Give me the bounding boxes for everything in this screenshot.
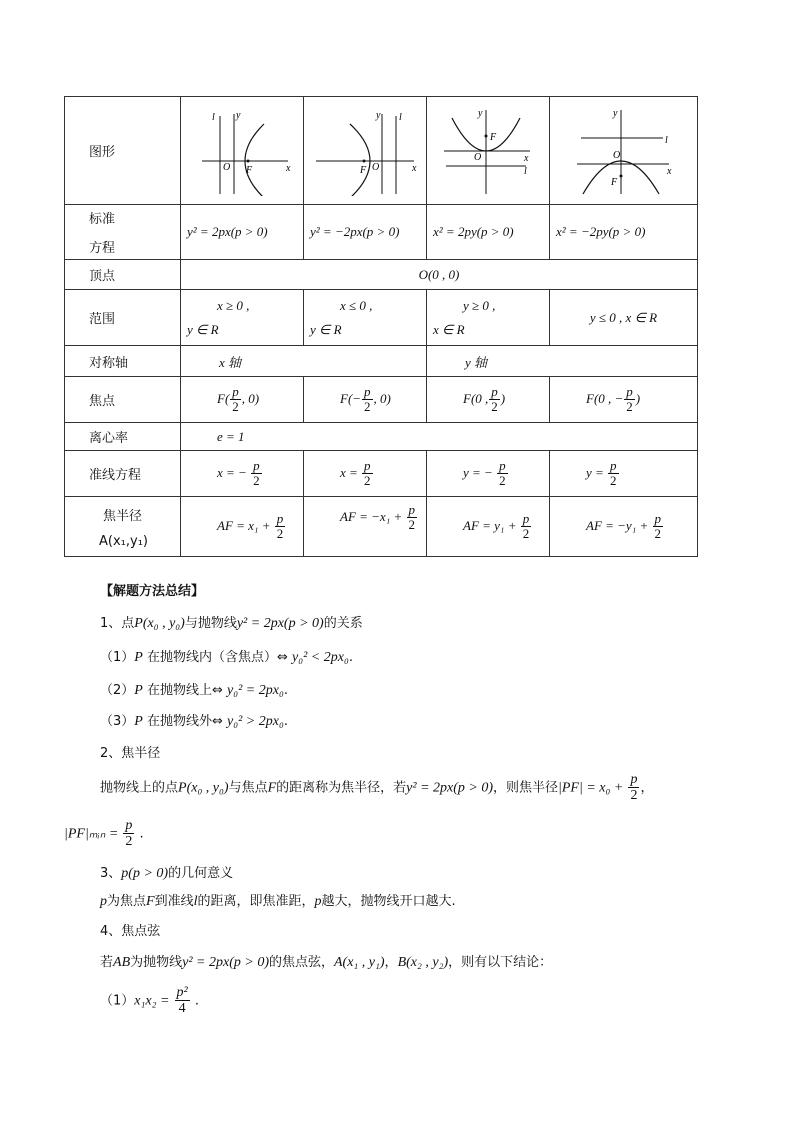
s1-i2-a: （2）: [100, 683, 135, 698]
section-2-min: [64, 818, 144, 850]
directrix-4-text: y =: [586, 464, 604, 480]
s1-title-m1: P(x₀ , y₀): [134, 616, 185, 631]
fraction: [175, 985, 190, 1017]
section-1-title: [100, 612, 363, 632]
range-4: y ≤ 0 , x ∈ R: [550, 290, 698, 346]
origin-label: O: [612, 149, 620, 161]
frac-num: p: [364, 457, 371, 473]
table-row-equation: [65, 205, 698, 260]
s1-i1-m2: y₀² < 2px₀: [292, 650, 349, 665]
directrix-label: l: [664, 134, 668, 146]
range-2-line2: y ∈ R: [310, 321, 342, 337]
label-axis: 对称轴: [65, 346, 181, 377]
graph-cell-3: [427, 97, 550, 205]
s2-d: ，则焦半径: [493, 780, 559, 796]
frac-den: 2: [125, 834, 133, 850]
table-row-focus: [65, 377, 698, 423]
fraction: [362, 385, 373, 415]
graph-down-opening: [569, 106, 679, 196]
frac-num: p: [253, 457, 260, 473]
focus-1-pre: F(: [217, 390, 230, 406]
s1-i2-m2: y₀² = 2px₀: [227, 683, 284, 698]
frac-den: 2: [654, 526, 661, 541]
s2-m4: |PF| = x₀ +: [558, 780, 624, 796]
frac-num: p: [491, 383, 498, 399]
focus-4-pre: F(0 , −: [586, 390, 624, 406]
fraction: [489, 385, 500, 415]
label-std-eq-line1: 标准: [89, 212, 116, 227]
s4-d: ，: [384, 955, 398, 970]
fraction: [362, 459, 373, 489]
focus-4: [550, 377, 698, 423]
s4-i1-a: （1）: [100, 993, 135, 1009]
range-3: [427, 290, 550, 346]
origin-label: O: [223, 161, 231, 173]
graph-cell-2: [304, 97, 427, 205]
origin-label: O: [474, 151, 482, 163]
focus-3: [427, 377, 550, 423]
fraction: [497, 459, 508, 489]
s4-m1: AB: [113, 955, 131, 970]
s4-m3: A(x₁ , y₁): [334, 955, 385, 970]
focus-1-post: , 0): [241, 390, 260, 406]
graph-cell-4: [550, 97, 698, 205]
fraction: [624, 385, 635, 415]
label-focus: 焦点: [65, 377, 181, 423]
s1-i1-m1: P: [134, 650, 143, 665]
directrix-2: [304, 451, 427, 497]
equation-4: x² = −2py(p > 0): [550, 205, 698, 260]
s4-c: 的焦点弦，: [268, 955, 334, 970]
section-3-title: [100, 862, 233, 882]
s1-i2-m1: P: [134, 683, 143, 698]
s3-a: 为焦点: [107, 894, 147, 909]
range-1-line1: x ≥ 0 ,: [217, 297, 250, 313]
range-1-line2: y ∈ R: [187, 321, 219, 337]
section-4-title: 4、焦点弦: [100, 924, 161, 939]
s2-m2: F: [267, 780, 277, 796]
frac-den: 2: [408, 517, 415, 533]
frac-num: p: [522, 510, 530, 526]
focal-radius-4: [550, 497, 698, 557]
section-1-item-2: [100, 679, 288, 699]
summary-heading: 【解题方法总结】: [100, 584, 205, 599]
fraction: [123, 818, 134, 850]
frac-den: 2: [630, 788, 638, 804]
focus-label: F: [610, 176, 617, 188]
eccentricity-value: e = 1: [181, 423, 698, 451]
s1-title-m2: y² = 2px(p > 0): [236, 616, 324, 631]
focus-label: F: [490, 131, 497, 143]
label-range: 范围: [65, 290, 181, 346]
s1-i3-m1: P: [134, 714, 143, 729]
s1-i3-b: 在抛物线外⇔: [146, 714, 223, 729]
section-1-item-3: [100, 710, 288, 730]
axis-y: y 轴: [427, 346, 698, 377]
s3-b: 到准线: [154, 894, 194, 909]
s1-i1-b: 在抛物线内（含焦点）⇔: [146, 650, 288, 665]
s4-m4: B(x₂ , y₂): [397, 955, 449, 970]
vertex-value: O(0 , 0): [181, 260, 698, 290]
focal-4-text: AF = −y₁ +: [586, 517, 649, 533]
s2-m3: y² = 2px(p > 0): [406, 780, 493, 796]
frac-num: p: [408, 502, 415, 517]
frac-num: p: [232, 383, 239, 399]
focus-3-pre: F(0 ,: [463, 390, 489, 406]
range-1: [181, 290, 304, 346]
s3-m2: F: [146, 894, 155, 909]
equation-2: y² = −2px(p > 0): [304, 205, 427, 260]
range-3-line2: x ∈ R: [433, 321, 465, 337]
frac-den: 2: [276, 526, 284, 541]
focal-radius-1: [181, 497, 304, 557]
label-focal-radius-line1: 焦半径: [103, 508, 143, 524]
fraction: [653, 512, 664, 542]
s3-m4: p: [314, 894, 322, 909]
focus-label: F: [360, 164, 367, 176]
axis-label-x: x: [412, 162, 417, 174]
focus-4-post: ): [635, 390, 641, 406]
directrix-1: [181, 451, 304, 497]
axis-label-x: x: [524, 152, 529, 164]
label-graph: 图形: [65, 97, 181, 205]
s2-m5: |PF|ₘᵢₙ =: [64, 826, 119, 842]
frac-den: 4: [178, 1001, 186, 1017]
frac-num: p: [626, 383, 633, 399]
fraction: [407, 503, 418, 533]
graph-cell-1: [181, 97, 304, 205]
section-1-item-1: [100, 646, 353, 666]
frac-num: p: [610, 457, 617, 473]
graph-up-opening: [438, 106, 538, 196]
period: .: [194, 993, 200, 1009]
frac-num: p: [630, 772, 638, 787]
frac-den: 2: [364, 399, 371, 414]
frac-den: 2: [491, 399, 498, 414]
s1-title-c: 的关系: [323, 616, 363, 631]
table-row-focal-radius: [65, 497, 698, 557]
directrix-label: l: [524, 165, 527, 177]
directrix-4: [550, 451, 698, 497]
s3-title-b: 的几何意义: [168, 866, 234, 881]
table-row-directrix: [65, 451, 698, 497]
s4-b: 为抛物线: [130, 955, 183, 970]
focus-1: [181, 377, 304, 423]
frac-num: p: [125, 818, 133, 833]
range-2-line1: x ≤ 0 ,: [340, 297, 373, 313]
label-directrix: 准线方程: [65, 451, 181, 497]
equation-1: y² = 2px(p > 0): [181, 205, 304, 260]
directrix-label: l: [399, 111, 402, 123]
s3-m3: l: [193, 894, 198, 909]
frac-num: p: [499, 457, 506, 473]
fraction: [275, 512, 286, 542]
s2-c: 的距离称为焦半径，若: [276, 780, 407, 796]
directrix-1-text: x = −: [217, 464, 247, 480]
focal-radius-3: [427, 497, 550, 557]
frac-num: p: [364, 383, 371, 399]
s2-b: 与焦点: [228, 780, 268, 796]
period: .: [139, 826, 144, 842]
directrix-2-text: x =: [340, 464, 358, 480]
s4-a: 若: [100, 955, 114, 970]
frac-den: 2: [232, 399, 239, 414]
parabola-properties-table: [64, 96, 698, 557]
graph-left-opening: [310, 106, 420, 196]
frac-den: 2: [522, 526, 530, 541]
s1-i3-m2: y₀² > 2px₀: [227, 714, 284, 729]
directrix-3-text: y = −: [463, 464, 493, 480]
focal-radius-2: [304, 497, 427, 557]
frac-num: p: [276, 510, 284, 526]
axis-x: x 轴: [181, 346, 427, 377]
fraction: [608, 459, 619, 489]
table-row-eccentricity: [65, 423, 698, 451]
fraction: [521, 512, 532, 542]
directrix-label: l: [212, 111, 215, 123]
focus-3-post: ): [500, 390, 506, 406]
s1-i1-a: （1）: [100, 650, 135, 665]
label-focal-radius: [65, 497, 181, 557]
fraction: [230, 385, 241, 415]
focal-3-text: AF = y₁ +: [463, 517, 517, 533]
table-row-vertex: [65, 260, 698, 290]
s4-i1-m: x₁x₂ =: [134, 993, 170, 1009]
label-eccentricity: 离心率: [65, 423, 181, 451]
s2-comma: ，: [640, 780, 654, 796]
focus-2-pre: F(−: [340, 390, 362, 406]
period: .: [283, 714, 288, 729]
table-row-graph: [65, 97, 698, 205]
period: .: [283, 683, 288, 698]
frac-den: 2: [364, 473, 371, 488]
s4-e: ，则有以下结论：: [448, 955, 553, 970]
focus-label: F: [246, 164, 253, 176]
axis-label-y: y: [236, 109, 241, 121]
frac-den: 2: [253, 473, 260, 488]
fraction: [251, 459, 262, 489]
s3-title-m: p(p > 0): [121, 866, 169, 881]
range-3-line1: y ≥ 0 ,: [463, 297, 496, 313]
s3-c: 的距离，即焦准距，: [197, 894, 315, 909]
label-focal-radius-line2: A(x₁,y₁): [99, 533, 148, 549]
label-std-equation: [65, 205, 181, 260]
axis-label-y: y: [478, 107, 483, 119]
section-3-text: [100, 890, 456, 910]
s3-m1: p: [100, 894, 107, 909]
frac-num: p: [654, 510, 661, 526]
range-2: [304, 290, 427, 346]
period: .: [348, 650, 353, 665]
focus-2: [304, 377, 427, 423]
s3-title-a: 3、: [100, 866, 122, 881]
s1-i2-b: 在抛物线上⇔: [146, 683, 223, 698]
s1-title-b: 与抛物线: [184, 616, 237, 631]
section-4-item-1: [100, 985, 199, 1017]
table-row-axis: [65, 346, 698, 377]
section-2-title: 2、焦半径: [100, 746, 161, 761]
equation-3: x² = 2py(p > 0): [427, 205, 550, 260]
frac-den: 2: [610, 473, 617, 488]
label-std-eq-line2: 方程: [89, 241, 116, 256]
frac-den: 2: [499, 473, 506, 488]
s3-d: 越大，抛物线开口越大.: [321, 894, 456, 909]
axis-label-x: x: [286, 162, 291, 174]
graph-right-opening: [192, 106, 292, 196]
origin-label: O: [372, 161, 380, 173]
focus-2-post: , 0): [373, 390, 391, 406]
table-row-range: [65, 290, 698, 346]
s4-m2: y² = 2px(p > 0): [182, 955, 269, 970]
s1-title-a: 1、点: [100, 616, 135, 631]
fraction: [628, 772, 639, 804]
focal-1-text: AF = x₁ +: [217, 517, 271, 533]
frac-den: 2: [626, 399, 633, 414]
frac-num: p²: [176, 985, 188, 1000]
s2-a: 抛物线上的点: [100, 780, 179, 796]
section-2-text: [100, 772, 653, 804]
s2-m1: P(x₀ , y₀): [178, 780, 229, 796]
focal-2-text: AF = −x₁ +: [340, 508, 403, 524]
label-vertex: 顶点: [65, 260, 181, 290]
axis-label-y: y: [376, 109, 381, 121]
axis-label-y: y: [612, 107, 617, 119]
directrix-3: [427, 451, 550, 497]
section-4-text: [100, 951, 552, 971]
s1-i3-a: （3）: [100, 714, 135, 729]
axis-label-x: x: [666, 165, 671, 177]
